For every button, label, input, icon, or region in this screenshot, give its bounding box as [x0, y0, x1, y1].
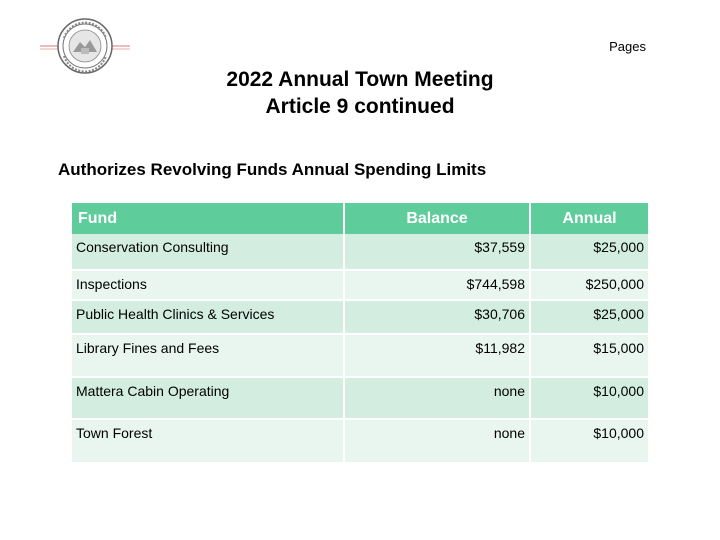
- section-subtitle: Authorizes Revolving Funds Annual Spending Limits: [58, 160, 487, 179]
- page-title: [0, 66, 720, 120]
- balance-cell: $37,559: [344, 234, 530, 270]
- annual-cell: $10,000: [530, 377, 648, 419]
- fund-cell: Library Fines and Fees: [72, 334, 344, 377]
- column-header-fund: Fund: [72, 203, 344, 234]
- fund-cell: Town Forest: [72, 419, 344, 463]
- table-row: [72, 334, 648, 377]
- table-row: [72, 377, 648, 419]
- title-line-1: 2022 Annual Town Meeting: [226, 68, 494, 91]
- title-line-2: Article 9 continued: [265, 95, 455, 118]
- balance-cell: $11,982: [344, 334, 530, 377]
- table-row: [72, 300, 648, 334]
- balance-cell: none: [344, 419, 530, 463]
- column-header-balance: Balance: [344, 203, 530, 234]
- fund-cell: Mattera Cabin Operating: [72, 377, 344, 419]
- annual-cell: $15,000: [530, 334, 648, 377]
- balance-cell: $744,598: [344, 270, 530, 300]
- annual-cell: $10,000: [530, 419, 648, 463]
- table-row: [72, 270, 648, 300]
- fund-cell: Conservation Consulting: [72, 234, 344, 270]
- revolving-funds-table: [72, 203, 648, 464]
- column-header-annual: Annual: [530, 203, 648, 234]
- pages-label: Pages: [609, 39, 646, 54]
- annual-cell: $25,000: [530, 234, 648, 270]
- fund-cell: Inspections: [72, 270, 344, 300]
- table-row: [72, 419, 648, 463]
- annual-cell: $250,000: [530, 270, 648, 300]
- annual-cell: $25,000: [530, 300, 648, 334]
- balance-cell: $30,706: [344, 300, 530, 334]
- fund-cell: Public Health Clinics & Services: [72, 300, 344, 334]
- table-header-row: [72, 203, 648, 234]
- balance-cell: none: [344, 377, 530, 419]
- table-row: [72, 234, 648, 270]
